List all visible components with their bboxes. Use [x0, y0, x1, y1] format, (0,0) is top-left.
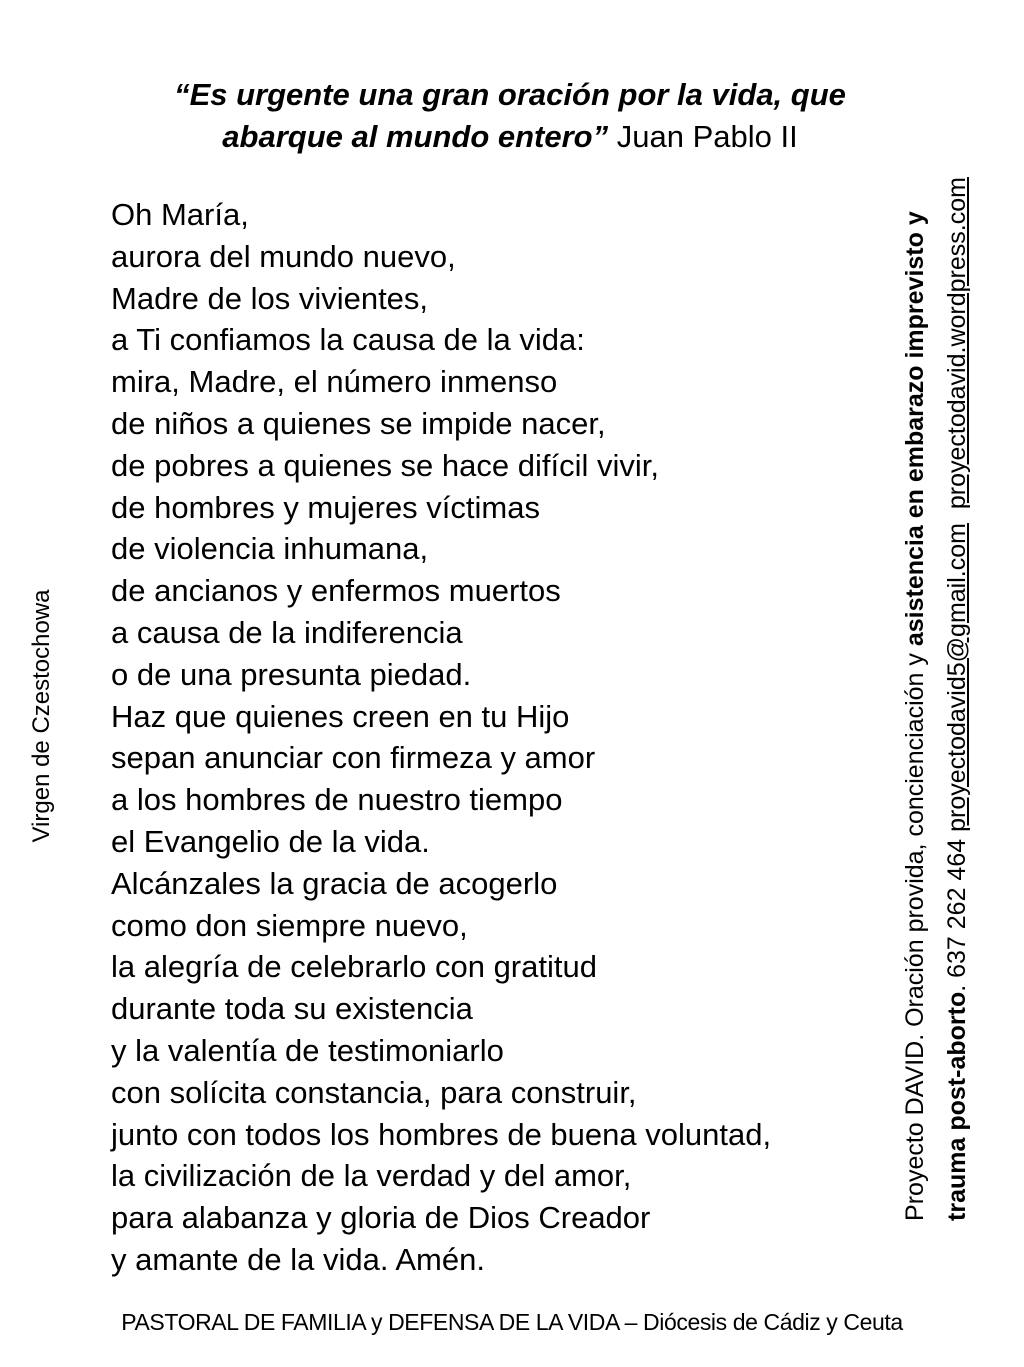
quote-text-2: abarque al mundo entero” [222, 119, 609, 154]
quote-line-1 [60, 74, 960, 116]
contact-email-link[interactable]: proyectodavid5@gmail.com [943, 523, 971, 832]
prayer-line: de pobres a quienes se hace difícil vivir, [111, 447, 659, 483]
contact-phone: . 637 262 464 [943, 831, 971, 992]
header-quote [60, 74, 960, 158]
prayer-line: junto con todos los hombres de buena voluntad, [111, 1116, 772, 1152]
prayer-line: Haz que quienes creen en tu Hijo [111, 698, 570, 734]
prayer-line: sepan anunciar con firmeza y amor [111, 740, 596, 776]
contact-description: Proyecto DAVID. Oración provida, concienciación y [901, 646, 929, 1221]
contact-info-vertical [894, 177, 978, 1221]
prayer-line: la alegría de celebrarlo con gratitud [111, 949, 597, 985]
prayer-line: de violencia inhumana, [111, 531, 429, 567]
prayer-line: Madre de los vivientes, [111, 280, 429, 316]
prayer-line: aurora del mundo nuevo, [111, 238, 456, 274]
prayer-line: Alcánzales la gracia de acogerlo [111, 865, 558, 901]
prayer-text [111, 194, 891, 1281]
quote-line-2 [60, 116, 960, 158]
prayer-line: la civilización de la verdad y del amor, [111, 1158, 632, 1194]
prayer-line: el Evangelio de la vida. [111, 823, 430, 859]
prayer-line: como don siempre nuevo, [111, 907, 468, 943]
quote-author: Juan Pablo II [616, 119, 798, 154]
prayer-line: de niños a quienes se impide nacer, [111, 405, 606, 441]
contact-row-1 [894, 177, 936, 1221]
prayer-line: a los hombres de nuestro tiempo [111, 782, 563, 818]
prayer-line: y la valentía de testimoniarlo [111, 1032, 504, 1068]
prayer-line: o de una presunta piedad. [111, 656, 472, 692]
prayer-line: a Ti confiamos la causa de la vida: [111, 322, 585, 358]
contact-trauma-bold: trauma post-aborto [943, 991, 971, 1221]
contact-row-2 [936, 177, 978, 1221]
prayer-line: de ancianos y enfermos muertos [111, 573, 561, 609]
footer-diocese: PASTORAL DE FAMILIA y DEFENSA DE LA VIDA – Diócesis de Cádiz y Ceuta [121, 1309, 903, 1335]
contact-spacer [943, 509, 971, 523]
quote-text-1: “Es urgente una gran oración por la vida, que [174, 77, 846, 112]
prayer-line: mira, Madre, el número inmenso [111, 364, 558, 400]
prayer-line: con solícita constancia, para construir, [111, 1074, 637, 1110]
image-caption-vertical: Virgen de Czestochowa [28, 589, 55, 843]
contact-website-link[interactable]: proyectodavid.wordpress.com [943, 177, 971, 510]
prayer-line: para alabanza y gloria de Dios Creador [111, 1200, 651, 1236]
prayer-line: de hombres y mujeres víctimas [111, 489, 540, 525]
prayer-line: a causa de la indiferencia [111, 614, 463, 650]
prayer-line: Oh María, [111, 197, 249, 232]
contact-assistance-bold: asistencia en embarazo imprevisto y [901, 211, 929, 647]
prayer-line: durante toda su existencia [111, 991, 473, 1027]
prayer-line: y amante de la vida. Amén. [111, 1241, 485, 1277]
